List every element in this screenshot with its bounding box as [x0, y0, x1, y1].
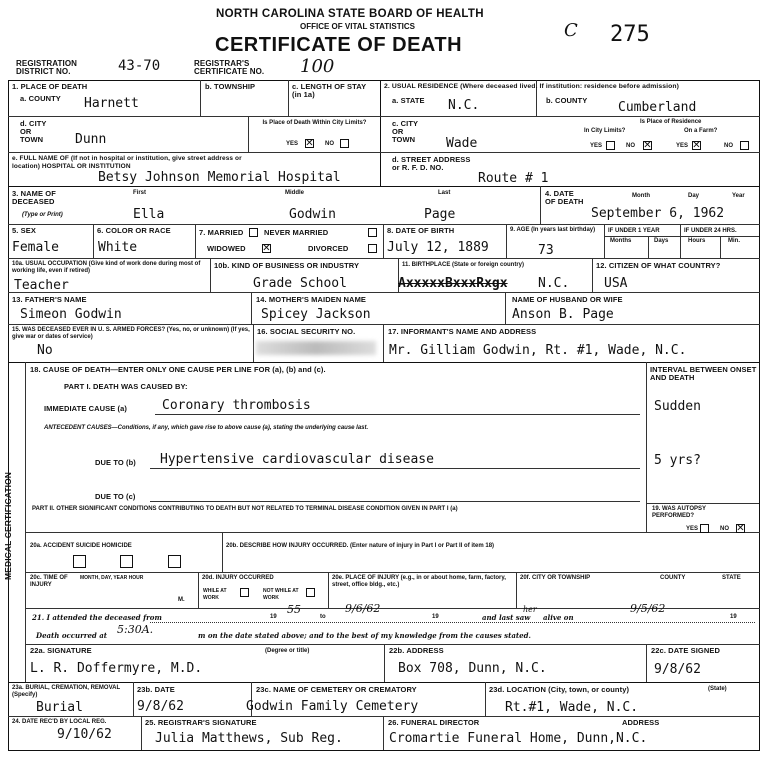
name-deceased-label: 3. NAME OF DECEASED	[12, 189, 56, 206]
usual-residence-label: 2. USUAL RESIDENCE (Where deceased lived. If institution: residence before admission)	[384, 83, 680, 90]
street-value: Route # 1	[478, 171, 549, 186]
township-label: b. TOWNSHIP	[205, 82, 256, 91]
mdyh-label: MONTH, DAY, YEAR HOUR	[80, 575, 144, 581]
dob-label: 8. DATE OF BIRTH	[387, 226, 455, 235]
alive-on-value: 9/5/62	[630, 602, 666, 615]
place-injury-label: 20e. PLACE OF INJURY (e.g., in or about home, farm, factory, street, office bldg., etc.)	[332, 575, 506, 588]
death-year-label: Year	[732, 193, 745, 199]
days-label: Days	[654, 238, 669, 244]
res-county-value: Cumberland	[618, 100, 697, 115]
res-city-value: Wade	[446, 136, 478, 151]
death-month-label: Month	[632, 193, 650, 199]
corner-mark: C	[564, 20, 578, 41]
attended-nineteen-3: 19	[730, 614, 737, 620]
date-recd-value: 9/10/62	[57, 727, 112, 742]
on-farm-label: On a Farm?	[684, 128, 718, 134]
registration-district-value: 43-70	[118, 58, 161, 74]
ssn-redacted	[256, 341, 376, 355]
county-label: a. COUNTY	[20, 94, 61, 103]
middle-name-value: Godwin	[289, 207, 336, 222]
not-at-work-checkbox[interactable]	[306, 588, 315, 597]
while-at-work-checkbox[interactable]	[240, 588, 249, 597]
occupation-value: Teacher	[14, 278, 69, 293]
citizen-value: USA	[604, 276, 628, 291]
medical-certification-label: MEDICAL CERTIFICATION	[3, 471, 13, 580]
registrar-value: Julia Matthews, Sub Reg.	[155, 731, 343, 746]
widowed-label: WIDOWED	[207, 244, 246, 253]
res-farm-mark: ✕	[692, 140, 701, 151]
location-state-label: (State)	[708, 686, 727, 692]
last-name-label: Last	[438, 190, 451, 196]
divorced-checkbox[interactable]	[368, 244, 377, 253]
res-farm-no-checkbox[interactable]	[740, 141, 749, 150]
how-injury-label: 20b. DESCRIBE HOW INJURY OCCURRED. (Enter nature of injury in Part I or Part II of item 18)	[226, 543, 495, 549]
res-city-yes-label: YES	[590, 143, 603, 149]
part2-label: PART II. OTHER SIGNIFICANT CONDITIONS CONTRIBUTING TO DEATH BUT NOT RELATED TO TERMINAL DISEASE CONDITION GIVEN IN PART I (a)	[32, 506, 458, 512]
street-label: d. STREET ADDRESS or R. F. D. NO.	[392, 155, 471, 172]
agency-name: NORTH CAROLINA STATE BOARD OF HEALTH	[216, 8, 484, 20]
dob-value: July 12, 1889	[387, 240, 489, 255]
informant-value: Mr. Gilliam Godwin, Rt. #1, Wade, N.C.	[389, 343, 687, 358]
attended-to-value: 9/6/62	[345, 602, 381, 615]
age-label: 9. AGE (In years last birthday)	[510, 227, 596, 233]
due-to-b-label: DUE TO (b)	[95, 458, 136, 467]
injury-state-label: STATE	[722, 575, 741, 581]
accident-checkbox[interactable]	[73, 555, 86, 568]
within-limits-mark: ✕	[305, 138, 314, 149]
not-at-work-label: NOT WHILE AT WORK	[263, 588, 299, 601]
registration-district-label: REGISTRATION DISTRICT NO.	[16, 59, 78, 76]
ssn-label: 16. SOCIAL SECURITY NO.	[257, 327, 356, 336]
attended-to-label: to	[320, 614, 326, 620]
city-value: Dunn	[75, 132, 107, 147]
res-state-value: N.C.	[448, 98, 480, 113]
res-farm-no-label: NO	[724, 143, 733, 149]
location-label: 23d. LOCATION (City, town, or county)	[489, 685, 630, 694]
hospital-value: Betsy Johnson Memorial Hospital	[98, 170, 341, 185]
is-place-residence-label: Is Place of Residence	[640, 119, 702, 125]
death-day-label: Day	[688, 193, 700, 199]
in-city-limits-label: In City Limits?	[584, 128, 626, 134]
autopsy-no-label: NO	[720, 526, 729, 532]
date-signed-label: 22c. DATE SIGNED	[651, 646, 720, 655]
corner-number: 275	[610, 22, 650, 47]
divorced-label: DIVORCED	[308, 244, 349, 253]
part1-label: PART I. DEATH WAS CAUSED BY:	[64, 382, 188, 391]
last-saw-label: and last saw	[482, 613, 531, 622]
informant-label: 17. INFORMANT'S NAME AND ADDRESS	[388, 327, 537, 336]
injury-county-label: COUNTY	[660, 575, 686, 581]
birthplace-value: N.C.	[538, 276, 570, 291]
burial-value: Burial	[36, 700, 83, 715]
race-label: 6. COLOR OR RACE	[97, 226, 171, 235]
within-yes-label: YES	[286, 141, 299, 147]
mother-value: Spicey Jackson	[261, 307, 371, 322]
registrar-sig-label: 25. REGISTRAR'S SIGNATURE	[145, 718, 257, 727]
business-label: 10b. KIND OF BUSINESS OR INDUSTRY	[214, 261, 360, 270]
funeral-label: 26. FUNERAL DIRECTOR	[388, 718, 480, 727]
length-of-stay-label: c. LENGTH OF STAY (in 1a)	[292, 82, 367, 99]
married-label: 7. MARRIED	[199, 228, 244, 237]
autopsy-label: 19. WAS AUTOPSY PERFORMED?	[652, 506, 706, 519]
res-city-no-label: NO	[626, 143, 635, 149]
res-city-limits-yes-checkbox[interactable]	[606, 141, 615, 150]
within-limits-no-checkbox[interactable]	[340, 139, 349, 148]
middle-name-label: Middle	[285, 190, 304, 196]
occupation-label: 10a. USUAL OCCUPATION (Give kind of work done during most of working life, even if retired)	[12, 261, 201, 274]
business-value: Grade School	[253, 276, 347, 291]
certificate-no-value: 100	[300, 56, 335, 77]
burial-label: 23a. BURIAL, CREMATION, REMOVAL (Specify)	[12, 685, 121, 698]
sex-label: 5. SEX	[12, 226, 36, 235]
injury-occurred-label: 20d. INJURY OCCURRED	[202, 575, 274, 581]
date-of-death-label: 4. DATE OF DEATH	[545, 189, 584, 206]
first-name-value: Ella	[133, 207, 165, 222]
due-to-c-label: DUE TO (c)	[95, 492, 136, 501]
date-recd-label: 24. DATE REC'D BY LOCAL REG.	[12, 719, 107, 725]
address-label: 22b. ADDRESS	[389, 646, 444, 655]
birthplace-label: 11. BIRTHPLACE (State or foreign country)	[402, 262, 525, 268]
never-married-label: NEVER MARRIED	[264, 228, 329, 237]
certificate-no-label: REGISTRAR'S CERTIFICATE NO.	[194, 59, 265, 76]
age-value: 73	[538, 243, 554, 258]
first-name-label: First	[133, 190, 147, 196]
hours-label: Hours	[688, 238, 706, 244]
months-label: Months	[610, 238, 632, 244]
sex-value: Female	[12, 240, 59, 255]
autopsy-yes-label: YES	[686, 526, 699, 532]
res-county-label: b. COUNTY	[546, 96, 588, 105]
burial-date-value: 9/8/62	[137, 699, 184, 714]
attended-from-label: 21. I attended the deceased from	[32, 613, 162, 622]
within-no-label: NO	[325, 141, 334, 147]
address-value: Box 708, Dunn, N.C.	[398, 661, 547, 676]
spouse-value: Anson B. Page	[512, 307, 614, 322]
res-state-label: a. STATE	[392, 96, 425, 105]
never-married-checkbox[interactable]	[368, 228, 377, 237]
certificate-title: CERTIFICATE OF DEATH	[215, 34, 463, 56]
while-at-work-label: WHILE AT WORK	[203, 588, 227, 601]
last-name-value: Page	[424, 207, 456, 222]
father-value: Simeon Godwin	[20, 307, 122, 322]
city-town-label: d. CITY OR TOWN	[20, 119, 47, 144]
occurred-tail-label: m on the date stated above; and to the best of my knowledge from the causes stated.	[198, 631, 531, 640]
immediate-cause-label: IMMEDIATE CAUSE (a)	[44, 404, 128, 413]
homicide-checkbox[interactable]	[168, 555, 181, 568]
res-farm-yes-label: YES	[676, 143, 689, 149]
alive-on-label: alive on	[543, 613, 574, 622]
armed-forces-label: 15. WAS DECEASED EVER IN U. S. ARMED FORCES? (Yes, no, or unknown) (If yes, give war or dates of service)	[12, 327, 250, 340]
occurred-at-label: Death occurred at	[36, 631, 108, 640]
cause-b-value: Hypertensive cardiovascular disease	[160, 452, 434, 467]
accident-label: 20a. ACCIDENT SUICIDE HOMICIDE	[30, 543, 132, 549]
father-label: 13. FATHER'S NAME	[12, 295, 87, 304]
degree-label: (Degree or title)	[265, 648, 310, 654]
res-city-label: c. CITY OR TOWN	[392, 119, 418, 144]
time-injury-label: 20c. TIME OF INJURY	[30, 575, 68, 588]
hospital-label: e. FULL NAME OF (If not in hospital or institution, give street address or location) HOSPITAL OR INSTITUTION	[12, 155, 242, 170]
under-1-year-label: IF UNDER 1 YEAR	[608, 228, 660, 234]
immediate-interval-value: Sudden	[654, 399, 701, 414]
immediate-cause-value: Coronary thrombosis	[162, 398, 311, 413]
occurred-at-value: 5:30A.	[117, 623, 154, 636]
within-limits-label: Is Place of Death Within City Limits?	[262, 120, 367, 126]
date-signed-value: 9/8/62	[654, 662, 701, 677]
interval-label: INTERVAL BETWEEN ONSET AND DEATH	[650, 365, 757, 382]
attended-from-value: 55	[287, 603, 301, 616]
spouse-label: NAME OF HUSBAND OR WIFE	[512, 295, 623, 304]
attended-nineteen-1: 19	[270, 614, 277, 620]
cause-b-interval-value: 5 yrs?	[654, 453, 701, 468]
funeral-home-value: Cromartie Funeral Home, Dunn,N.C.	[389, 731, 648, 746]
antecedent-label: ANTECEDENT CAUSES—Conditions, if any, which gave rise to above cause (a), stating the underlying cause last.	[44, 425, 369, 431]
autopsy-mark: ✕	[736, 523, 745, 534]
funeral-address-label: ADDRESS	[622, 718, 660, 727]
type-print-label: (Type or Print)	[22, 212, 63, 218]
armed-forces-value: No	[37, 343, 53, 358]
citizen-label: 12. CITIZEN OF WHAT COUNTRY?	[596, 261, 721, 270]
county-value: Harnett	[84, 96, 139, 111]
married-checkbox[interactable]	[249, 228, 258, 237]
signature-value: L. R. Doffermyre, M.D.	[30, 661, 203, 676]
under-24-hrs-label: IF UNDER 24 HRS.	[684, 228, 737, 234]
city-township-label: 20f. CITY OR TOWNSHIP	[520, 575, 591, 581]
cause-header-label: 18. CAUSE OF DEATH—ENTER ONLY ONE CAUSE PER LINE FOR (a), (b) and (c).	[30, 365, 326, 374]
birthplace-struck: AxxxxxBxxxRxgx	[398, 276, 508, 291]
suicide-checkbox[interactable]	[120, 555, 133, 568]
burial-date-label: 23b. DATE	[137, 685, 175, 694]
res-city-limits-mark: ✕	[643, 140, 652, 151]
m-label: M.	[178, 597, 185, 603]
office-name: OFFICE OF VITAL STATISTICS	[300, 22, 415, 31]
min-label: Min.	[728, 238, 740, 244]
race-value: White	[98, 240, 138, 255]
cemetery-label: 23c. NAME OF CEMETERY OR CREMATORY	[256, 685, 417, 694]
location-value: Rt.#1, Wade, N.C.	[505, 700, 639, 715]
cemetery-value: Godwin Family Cemetery	[246, 699, 419, 714]
autopsy-yes-checkbox[interactable]	[700, 524, 709, 533]
mother-label: 14. MOTHER'S MAIDEN NAME	[256, 295, 367, 304]
signature-label: 22a. SIGNATURE	[30, 646, 92, 655]
widowed-mark: ✕	[262, 243, 271, 254]
last-saw-her: her	[523, 605, 537, 614]
place-of-death-label: 1. PLACE OF DEATH	[12, 82, 88, 91]
attended-nineteen-2: 19	[432, 614, 439, 620]
date-of-death-value: September 6, 1962	[591, 206, 725, 221]
